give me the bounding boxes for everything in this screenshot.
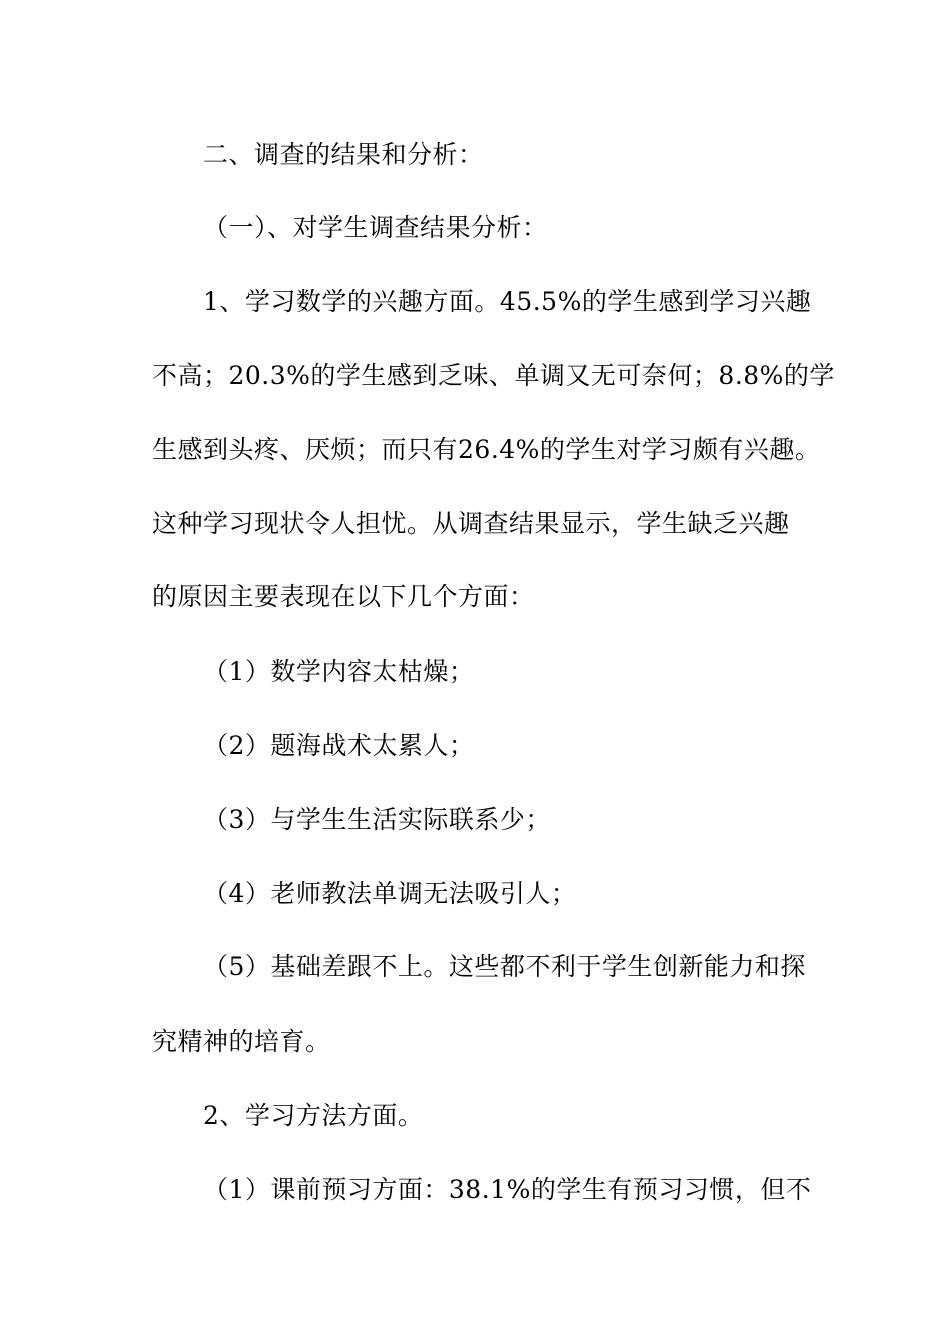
paragraph-line: 1、学习数学的兴趣方面。45.5%的学生感到学习兴趣 xyxy=(203,287,812,316)
list-item: （2）题海战术太累人； xyxy=(203,731,475,760)
list-item: （3）与学生生活实际联系少； xyxy=(203,805,551,834)
subsection-heading: （一）、对学生调查结果分析： xyxy=(203,213,548,242)
paragraph-line: 这种学习现状令人担忧。从调查结果显示，学生缺乏兴趣 xyxy=(152,509,790,538)
section-heading: 二、调查的结果和分析： xyxy=(203,140,484,169)
paragraph-line: 的原因主要表现在以下几个方面： xyxy=(152,582,535,611)
list-item: （4）老师教法单调无法吸引人； xyxy=(203,879,577,908)
list-item: （1）数学内容太枯燥； xyxy=(203,657,475,686)
paragraph-line: 究精神的培育。 xyxy=(152,1027,331,1056)
paragraph-line: 生感到头疼、厌烦；而只有26.4%的学生对学习颇有兴趣。 xyxy=(152,435,821,464)
paragraph-line: 不高；20.3%的学生感到乏味、单调又无可奈何；8.8%的学 xyxy=(152,361,835,390)
subsection-item: 2、学习方法方面。 xyxy=(203,1101,424,1130)
list-item: （1）课前预习方面：38.1%的学生有预习习惯，但不 xyxy=(203,1175,812,1204)
list-item: （5）基础差跟不上。这些都不利于学生创新能力和探 xyxy=(203,952,806,981)
